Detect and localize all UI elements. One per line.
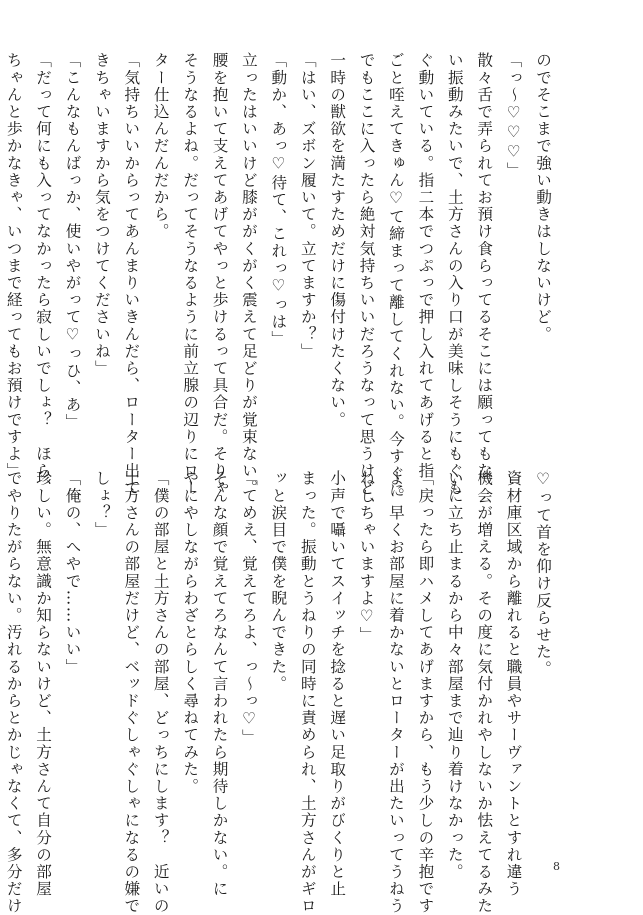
text-column: そうなるよね。だってそうなるように前立腺の辺りにロー [181,52,200,497]
text-column: 「てめえ、覚えてろよ、っ〜っ♡」 [239,470,258,746]
text-column: よ。早くお部屋に着かないとローターが出たいってうねう [386,470,405,915]
text-column: そんな顔で覚えてろなんて言われたら期待しかない。に [210,470,229,898]
text-column: ♡って首を仰け反らせた。 [534,470,552,678]
text-column: 小声で囁いてスイッチを捻ると遅い足取りがびくりと止 [328,470,347,898]
text-column: ぐ動いている。指二本でつぷっで押し入れてあげると指 [416,52,435,480]
text-column: 立ったはいいけど膝ががくがく震えて足どりが覚束ない。 [239,52,258,497]
text-column: 「はい、ズボン履いて。立てますか？」 [298,52,317,360]
lower-text-block [0,470,557,915]
text-column: きちゃいますから気をつけてくださいね」 [92,52,111,377]
text-column: ちゃんと歩かなきゃ、いつまで経ってもお預けですよ」 [4,52,23,480]
text-column: しょ？」 [92,470,111,539]
text-column: 「僕の部屋と土方さんの部屋、どっちにします？ 近いの [151,470,170,915]
text-column: でやりたがらない。汚れるからとかじゃなくて、多分だけ [4,470,23,915]
text-column: 「っ〜♡♡♡」 [504,52,523,179]
text-column: 「気持ちいいからってあんまりいきんだら、ローター出て [122,52,141,497]
text-column: 資材庫区域から離れると職員やサーヴァントとすれ違う [504,470,523,898]
text-column: 「俺の、へやで……いい」 [63,470,82,676]
text-column: 一時の獣欲を満たすためだけに傷付けたくない。 [328,52,347,429]
text-column: 珍しい。無意識か知らないけど、土方さんて自分の部屋 [34,470,53,898]
page-number: 8 [553,860,560,873]
text-column: 「動か、あっ♡待て、これっ♡っは」 [269,52,288,348]
text-column: でもここに入ったら絶対気持ちいいだろうなって思うけど、 [357,52,376,514]
text-column: 土方さんの部屋だけど、ベッドぐしゃぐしゃになるの嫌で [122,470,141,915]
text-column: ねしちゃいますよ♡」 [357,470,376,644]
text-column: ッと涙目で僕を睨んできた。 [269,470,288,693]
text-column: い振動みたいで、土方さんの入り口が美味しそうにもぐも [445,52,464,497]
text-column: やにやしながらわざとらしく尋ねてみた。 [181,470,200,795]
text-column: ター仕込んだんだから。 [151,52,170,241]
text-column: いに立ち止まるから中々部屋まで辿り着けなかった。 [445,470,464,881]
text-column: まった。振動とうねりの同時に責められ、土方さんがギロ [298,470,317,915]
text-column: 「戻ったら即ハメしてあげますから、もう少しの辛抱です [416,470,435,915]
text-column: 腰を抱いて支えてあげてやっと歩けるって具合だ。そりゃ [210,52,229,497]
upper-text-block [0,52,557,514]
text-column: のでそこまで強い動きはしないけど。 [534,52,552,343]
text-column: 散々舌で弄られてお預け食らってるそこには願ってもな [475,52,494,480]
text-column: ごと咥えてきゅん♡て締まって離してくれない。今すぐに [386,52,405,499]
text-column: 機会が増える。その度に気付かれやしないか怯えてるみた [475,470,494,915]
text-column: 「だって何にも入ってなかったら寂しいでしょ？ ほら、 [34,52,53,497]
text-column: 「こんなもんばっか、使いやがって♡っひ、あ」 [63,52,82,431]
